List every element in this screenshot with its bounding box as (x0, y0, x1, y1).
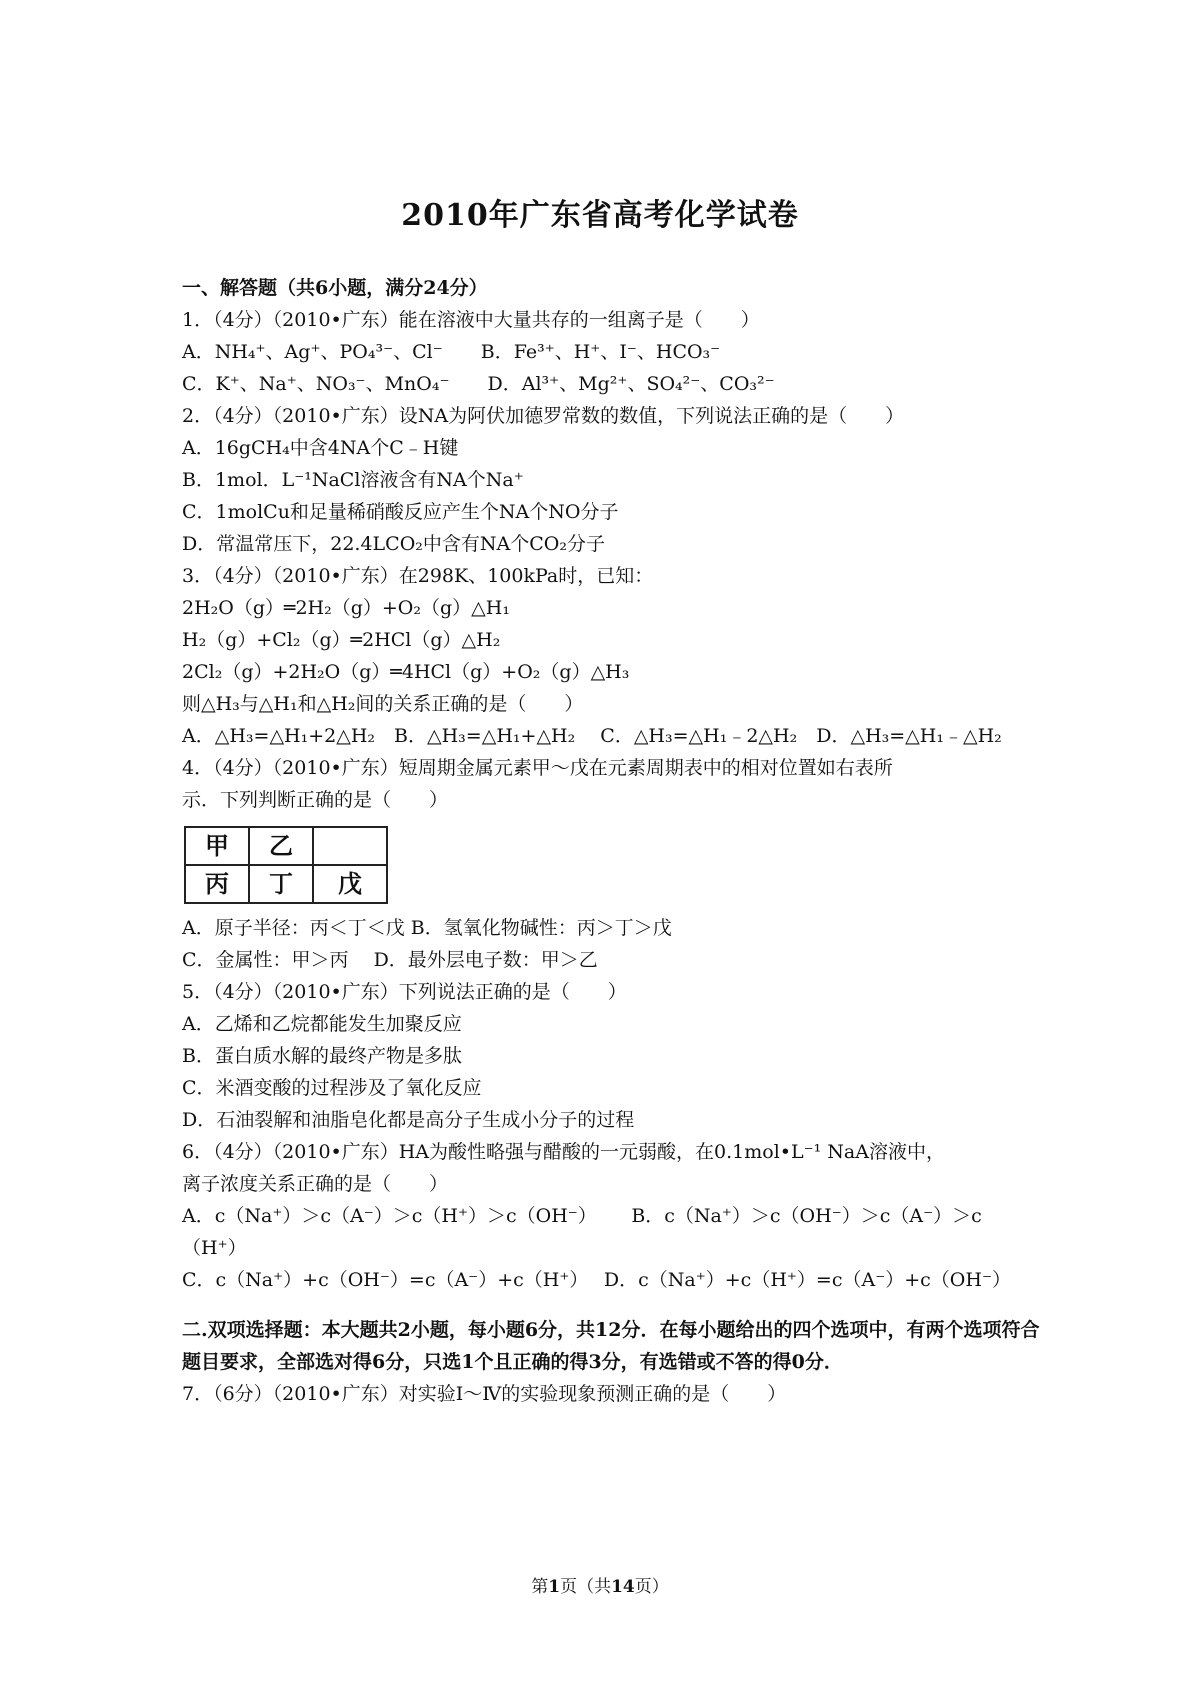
question-line: A．乙烯和乙烷都能发生加聚反应 (182, 1013, 462, 1035)
question-line: A．c（Na⁺）＞c（A⁻）＞c（H⁺）＞c（OH⁻） B．c（Na⁺）＞c（OH⁻）＞c（A⁻）＞c (182, 1205, 982, 1227)
question-line: 2H₂O（g）═2H₂（g）+O₂（g）△H₁ (182, 597, 510, 619)
question-line: A．NH₄⁺、Ag⁺、PO₄³⁻、Cl⁻ B．Fe³⁺、H⁺、I⁻、HCO₃⁻ (182, 341, 721, 363)
question-line: C．c（Na⁺）+c（OH⁻）=c（A⁻）+c（H⁺） D．c（Na⁺）+c（H⁺）=c（A⁻）+c（OH⁻） (182, 1269, 1011, 1291)
question-line: 4．（4分）（2010•广东）短周期金属元素甲～戊在元素周期表中的相对位置如右表所 (182, 757, 893, 779)
total-page-count: 14 (611, 1577, 635, 1597)
table-cell: 甲 (185, 827, 249, 865)
section-2-heading: 二.双项选择题：本大题共2小题，每小题6分，共12分．在每小题给出的四个选项中，有两个选项符合题目要求，全部选对得6分，只选1个且正确的得3分，有选错或不答的得0分． (182, 1319, 1040, 1373)
table-row (185, 827, 387, 865)
question-line: D．常温常压下，22.4LCO₂中含有NA个CO₂分子 (182, 533, 605, 555)
question-line: C．1molCu和足量稀硝酸反应产生个NA个NO分子 (182, 501, 619, 523)
page-footer (0, 1572, 1200, 1597)
question-line: B．蛋白质水解的最终产物是多肽 (182, 1045, 462, 1067)
question-line: C．K⁺、Na⁺、NO₃⁻、MnO₄⁻ D．Al³⁺、Mg²⁺、SO₄²⁻、CO₃²⁻ (182, 373, 775, 395)
exam-content (182, 272, 1042, 1410)
section-1-lines-continued (182, 912, 1042, 1296)
table-cell: 丙 (185, 865, 249, 903)
question-line: 1．（4分）（2010•广东）能在溶液中大量共存的一组离子是（ ） (182, 309, 760, 331)
footer-suffix: 页） (634, 1577, 669, 1597)
question-line: 离子浓度关系正确的是（ ） (182, 1173, 449, 1195)
question-line: D．石油裂解和油脂皂化都是高分子生成小分子的过程 (182, 1109, 635, 1131)
question-line: 2Cl₂（g）+2H₂O（g）═4HCl（g）+O₂（g）△H₃ (182, 661, 630, 683)
question-line: 7．（6分）（2010•广东）对实验Ⅰ～Ⅳ的实验现象预测正确的是（ ） (182, 1383, 787, 1405)
table-cell (313, 827, 387, 865)
table-cell: 丁 (249, 865, 313, 903)
question-line: 6．（4分）（2010•广东）HA为酸性略强与醋酸的一元弱酸，在0.1mol•L⁻¹ NaA溶液中， (182, 1141, 945, 1163)
periodic-position-table (184, 826, 388, 904)
question-line: （H⁺） (182, 1237, 247, 1259)
question-line: C．金属性：甲＞丙 D．最外层电子数：甲＞乙 (182, 949, 598, 971)
question-line: A．△H₃=△H₁+2△H₂ B．△H₃=△H₁+△H₂ C．△H₃=△H₁﹣2△H₂ D．△H₃=△H₁﹣△H₂ (182, 725, 1002, 747)
question-line: A．16gCH₄中含4NA个C﹣H键 (182, 437, 459, 459)
question-line: A．原子半径：丙＜丁＜戊 B．氢氧化物碱性：丙＞丁＞戊 (182, 917, 672, 939)
footer-middle: 页（共 (560, 1577, 612, 1597)
document-title: 2010年广东省高考化学试卷 (401, 198, 799, 233)
question-line: 示．下列判断正确的是（ ） (182, 789, 449, 811)
question-line: 2．（4分）（2010•广东）设NA为阿伏加德罗常数的数值，下列说法正确的是（ ） (182, 405, 905, 427)
question-line: B．1mol．L⁻¹NaCl溶液含有NA个Na⁺ (182, 469, 524, 491)
table-cell: 乙 (249, 827, 313, 865)
question-line: 3．（4分）（2010•广东）在298K、100kPa时，已知： (182, 565, 654, 587)
question-line: 5．（4分）（2010•广东）下列说法正确的是（ ） (182, 981, 627, 1003)
section-1-lines (182, 304, 1042, 816)
footer-prefix: 第 (531, 1577, 549, 1597)
table-row (185, 865, 387, 903)
question-line: C．米酒变酸的过程涉及了氧化反应 (182, 1077, 482, 1099)
current-page-number: 1 (548, 1577, 561, 1597)
question-line: H₂（g）+Cl₂（g）═2HCl（g）△H₂ (182, 629, 501, 651)
section-1-heading: 一、解答题（共6小题，满分24分） (182, 277, 488, 299)
table-cell: 戊 (313, 865, 387, 903)
question-line: 则△H₃与△H₁和△H₂间的关系正确的是（ ） (182, 693, 584, 715)
